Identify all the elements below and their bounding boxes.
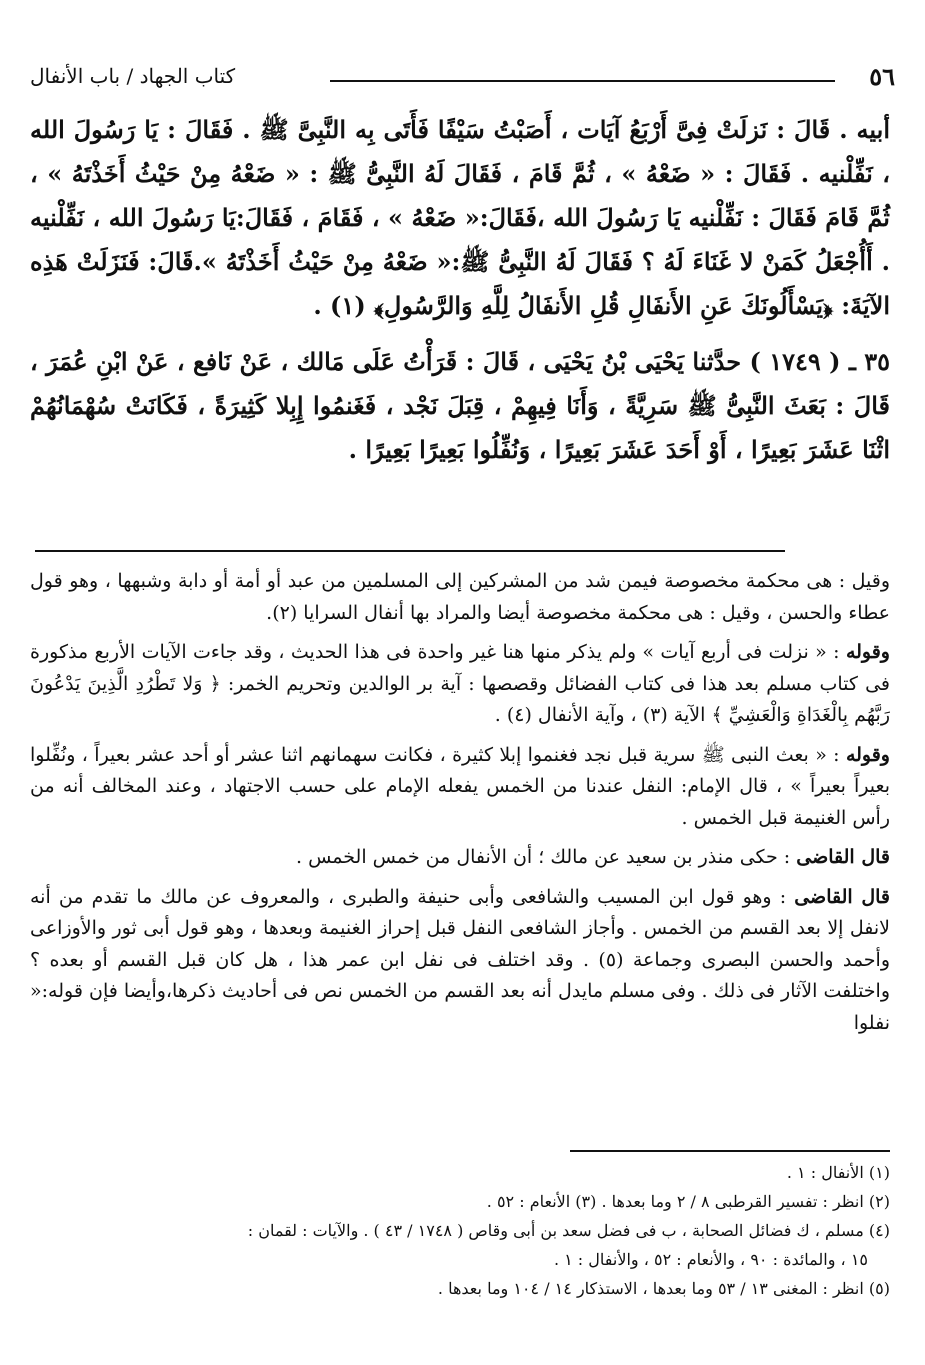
footnotes [35,1158,890,1303]
commentary-label: وقوله [845,743,890,766]
commentary-text: : حكى منذر بن سعيد عن مالك ؛ أن الأنفال من خمس الخمس . [296,846,791,868]
commentary-paragraph [30,842,890,874]
footnote-divider [570,1150,890,1152]
header-rule [330,80,835,82]
hadith-paragraph: ٣٥ ـ ( ١٧٤٩ ) حدَّثنا يَحْيَى بْنُ يَحْيَى ، قَالَ : قَرَأْتُ عَلَى مَالك ، عَنْ نَافع ، عَنْ ابْنِ عُمَرَ ، قَالَ : بَعَثَ النَّبِىُّ ﷺ سَرِيَّةً ، وَأَنَا فِيهِمْ ، قِبَلَ نَجْد ، فَغَنمُوا إِبِلا كَثِيرَةً ، فَكَانَتْ سُهْمَانُهُمْ اثْنَا عَشَرَ بَعِيرًا ، أَوْ أَحَدَ عَشَرَ بَعِيرًا ، وَنُفِّلُوا بَعِيرًا بَعِيرًا . [30,347,891,464]
footnote: (٤) مسلم ، ك فضائل الصحابة ، ب فى فضل سعد بن أبى وقاص ( ١٧٤٨ / ٤٣ ) . والآيات : لقمان : [247,1221,890,1240]
hadith-text [30,108,890,472]
commentary-paragraph [30,637,890,732]
footnote: (٥) انظر : المغنى ١٣ / ٥٣ وما بعدها ، الاستذكار ١٤ / ١٠٤ وما بعدها . [437,1279,890,1298]
commentary [30,566,890,1047]
section-divider [35,550,785,552]
running-title: كتاب الجهاد / باب الأنفال [30,64,236,88]
commentary-paragraph [30,740,890,835]
commentary-text: وقيل : هى محكمة مخصوصة فيمن شد من المشركين إلى المسلمين من عبد أو أمة أو دابة وشبهها ، وهو قول عطاء والحسن ، وقيل : هى محكمة مخصوصة أيضا والمراد بها أنفال السرايا (٢). [30,570,890,624]
page-number: ٥٦ [869,62,895,91]
footnote: (١) الأنفال : ١ . [786,1163,890,1182]
commentary-label: قال القاضى [794,885,891,908]
footnote: (٢) انظر : تفسير القرطبى ٨ / ٢ وما بعدها . (٣) الأنعام : ٥٢ . [486,1192,890,1211]
commentary-label: وقوله [845,641,890,663]
commentary-text: : وهو قول ابن المسيب والشافعى وأبى حنيفة والطبرى ، والمعروف عن مالك ما تقدم من أنه لانفل إلا بعد القسم من الخمس . وأجاز الشافعى النفل قبل إحراز الغنيمة وبعدها ، وهو قول أبى ثور والأوزاعى وأحمد والحسن البصرى وجماعة (٥) . وقد اختلف فى نفل ابن عمر هذا ، هل كان قبل القسم أو بعده ؟ واختلفت الآثار فى ذلك . وفى مسلم مايدل أنه بعد القسم من الخمس نص فى أحاديث ذكرها،وأيضا فإن قوله:« نفلوا [30,885,891,1034]
footnote-continuation: ١٥ ، والمائدة : ٩٠ ، والأنعام : ٥٢ ، والأنفال : ١ . [553,1250,868,1269]
commentary-text: : « بعث النبى ﷺ سرية قبل نجد فغنموا إبلا كثيرة ، فكانت سهمانهم اثنا عشر أو أحد عشر بعيراً ، ونُفِّلوا بعيراً بعيراً » ، قال الإمام: النفل عندنا من الخمس يفعله الإمام على حسب الاجتهاد ، وعند المخالف أنه من رأس الغنيمة قبل الخمس . [30,743,890,829]
hadith-paragraph: أبيه . قَالَ : نَزلَتْ فِىَّ أَرْبَعُ آيَات ، أَصَبْتُ سَيْفًا فَأَتَى بِه النَّبِىَّ ﷺ . فَقَالَ : يَا رَسُولَ الله ، نَفِّلْنيه . فَقَالَ : « ضَعْهُ » ، ثُمَّ قَامَ ، فَقَالَ لَهُ النَّبِىُّ ﷺ : « ضَعْهُ مِنْ حَيْثُ أَخَذْتَهُ » ، ثُمَّ قَامَ فَقَالَ : نَفِّلْنيه يَا رَسُولَ الله ،فَقَالَ:« ضَعْهُ » ، فَقَامَ ، فَقَالَ:يَا رَسُولَ الله ، نَفِّلْنيه . أَأُجْعَلُ كَمَنْ لا غَنَاءَ لَهُ ؟ فَقَالَ لَهُ النَّبِىُّ ﷺ:« ضَعْهُ مِنْ حَيْثُ أَخَذْتَهُ ».قَالَ: فَنَزَلَتْ هَذِه الآيَةَ: ﴿يَسْأَلُونَكَ عَنِ الأَنفَالِ قُلِ الأَنفَالُ لِلَّهِ وَالرَّسُولِ﴾ (١) . [30,115,890,320]
commentary-paragraph [30,566,890,629]
commentary-text: : « نزلت فى أربع آيات » ولم يذكر منها هنا غير واحدة فى هذا الحديث ، وقد جاءت الآيات الأربع مذكورة فى كتاب مسلم بعد هذا فى كتاب الفضائل وقصصها : آية بر الوالدين وتحريم الخمر: ﴿ وَلا تَطْرُدِ الَّذِينَ يَدْعُونَ رَبَّهُم بِالْغَدَاةِ وَالْعَشِيِّ ﴾ الآية (٣) ، وآية الأنفال (٤) . [30,641,890,726]
commentary-label: قال القاضى [796,846,890,868]
commentary-paragraph [30,882,890,1040]
page-header [30,62,895,102]
